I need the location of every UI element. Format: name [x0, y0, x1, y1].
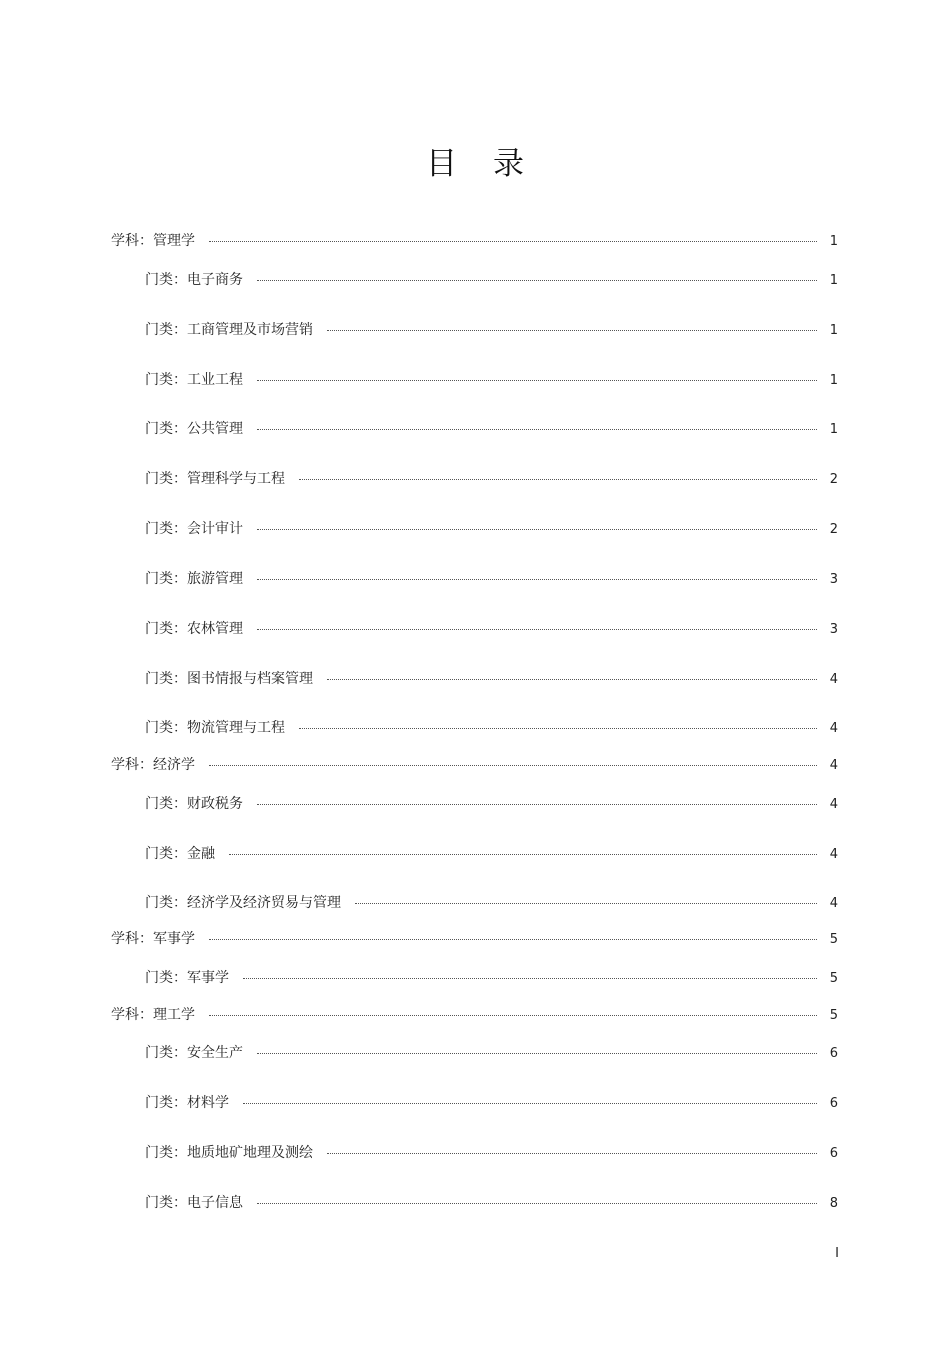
toc-entry-label: 门类：物流管理与工程	[145, 720, 285, 736]
toc-entry-page-number: 8	[829, 1196, 838, 1211]
footer-page-number: I	[835, 1246, 839, 1261]
toc-entry-page-number: 1	[829, 373, 838, 388]
toc-entry-label: 门类：材料学	[145, 1095, 229, 1111]
dot-leader	[243, 1103, 817, 1104]
toc-entry-label: 学科：理工学	[111, 1007, 195, 1023]
dot-leader	[209, 241, 817, 242]
dot-leader	[257, 429, 817, 430]
toc-entry-label: 门类：经济学及经济贸易与管理	[145, 895, 341, 911]
dot-leader	[327, 679, 817, 680]
dot-leader	[229, 854, 817, 855]
toc-title: 目录	[426, 146, 560, 182]
dot-leader	[257, 280, 817, 281]
toc-category-entry[interactable]	[145, 371, 838, 390]
toc-entry-label: 门类：旅游管理	[145, 571, 243, 587]
toc-entry-page-number: 5	[829, 1008, 838, 1023]
dot-leader	[257, 1053, 817, 1054]
toc-category-entry[interactable]	[145, 321, 838, 340]
dot-leader	[209, 939, 817, 940]
toc-entry-label: 学科：管理学	[111, 233, 195, 249]
toc-entry-label: 门类：财政税务	[145, 796, 243, 812]
toc-entry-page-number: 1	[829, 422, 838, 437]
toc-category-entry[interactable]	[145, 570, 838, 589]
dot-leader	[257, 629, 817, 630]
toc-entry-page-number: 2	[829, 522, 838, 537]
toc-category-entry[interactable]	[145, 845, 838, 864]
toc-category-entry[interactable]	[145, 1044, 838, 1063]
toc-entry-page-number: 6	[829, 1146, 838, 1161]
toc-category-entry[interactable]	[145, 894, 838, 913]
toc-subject-entry[interactable]	[111, 930, 838, 949]
dot-leader	[257, 1203, 817, 1204]
toc-entry-page-number: 4	[829, 896, 838, 911]
dot-leader	[355, 903, 817, 904]
toc-entry-page-number: 4	[829, 847, 838, 862]
dot-leader	[299, 479, 817, 480]
dot-leader	[257, 579, 817, 580]
toc-entry-page-number: 4	[829, 758, 838, 773]
toc-entry-page-number: 4	[829, 797, 838, 812]
toc-entry-page-number: 1	[829, 234, 838, 249]
toc-category-entry[interactable]	[145, 1144, 838, 1163]
toc-entry-label: 门类：工业工程	[145, 372, 243, 388]
toc-entry-page-number: 2	[829, 472, 838, 487]
toc-entry-label: 门类：公共管理	[145, 421, 243, 437]
toc-entry-label: 门类：管理科学与工程	[145, 471, 285, 487]
toc-subject-entry[interactable]	[111, 1006, 838, 1025]
toc-entry-label: 学科：军事学	[111, 931, 195, 947]
dot-leader	[209, 1015, 817, 1016]
toc-entry-label: 门类：金融	[145, 846, 215, 862]
toc-category-entry[interactable]	[145, 795, 838, 814]
toc-entry-page-number: 3	[829, 572, 838, 587]
toc-category-entry[interactable]	[145, 1194, 838, 1213]
toc-entry-page-number: 6	[829, 1046, 838, 1061]
toc-category-entry[interactable]	[145, 470, 838, 489]
toc-subject-entry[interactable]	[111, 232, 838, 251]
toc-entry-page-number: 6	[829, 1096, 838, 1111]
dot-leader	[327, 1153, 817, 1154]
dot-leader	[327, 330, 817, 331]
dot-leader	[257, 804, 817, 805]
dot-leader	[257, 380, 817, 381]
toc-category-entry[interactable]	[145, 1094, 838, 1113]
toc-entry-label: 门类：安全生产	[145, 1045, 243, 1061]
dot-leader	[243, 978, 817, 979]
toc-entry-label: 门类：地质地矿地理及测绘	[145, 1145, 313, 1161]
toc-entry-label: 门类：电子商务	[145, 272, 243, 288]
toc-entry-page-number: 3	[829, 622, 838, 637]
toc-entry-page-number: 4	[829, 672, 838, 687]
toc-entry-page-number: 1	[829, 273, 838, 288]
toc-entry-label: 门类：电子信息	[145, 1195, 243, 1211]
dot-leader	[209, 765, 817, 766]
toc-entry-label: 门类：会计审计	[145, 521, 243, 537]
toc-entry-page-number: 1	[829, 323, 838, 338]
toc-category-entry[interactable]	[145, 271, 838, 290]
dot-leader	[257, 529, 817, 530]
toc-entry-page-number: 5	[829, 971, 838, 986]
toc-entry-page-number: 5	[829, 932, 838, 947]
toc-category-entry[interactable]	[145, 420, 838, 439]
dot-leader	[299, 728, 817, 729]
toc-category-entry[interactable]	[145, 670, 838, 689]
toc-entry-label: 门类：农林管理	[145, 621, 243, 637]
toc-entry-label: 门类：图书情报与档案管理	[145, 671, 313, 687]
toc-entry-page-number: 4	[829, 721, 838, 736]
toc-entry-label: 学科：经济学	[111, 757, 195, 773]
toc-category-entry[interactable]	[145, 969, 838, 988]
toc-entry-label: 门类：工商管理及市场营销	[145, 322, 313, 338]
toc-category-entry[interactable]	[145, 520, 838, 539]
toc-entry-label: 门类：军事学	[145, 970, 229, 986]
toc-category-entry[interactable]	[145, 719, 838, 738]
toc-category-entry[interactable]	[145, 620, 838, 639]
toc-subject-entry[interactable]	[111, 756, 838, 775]
